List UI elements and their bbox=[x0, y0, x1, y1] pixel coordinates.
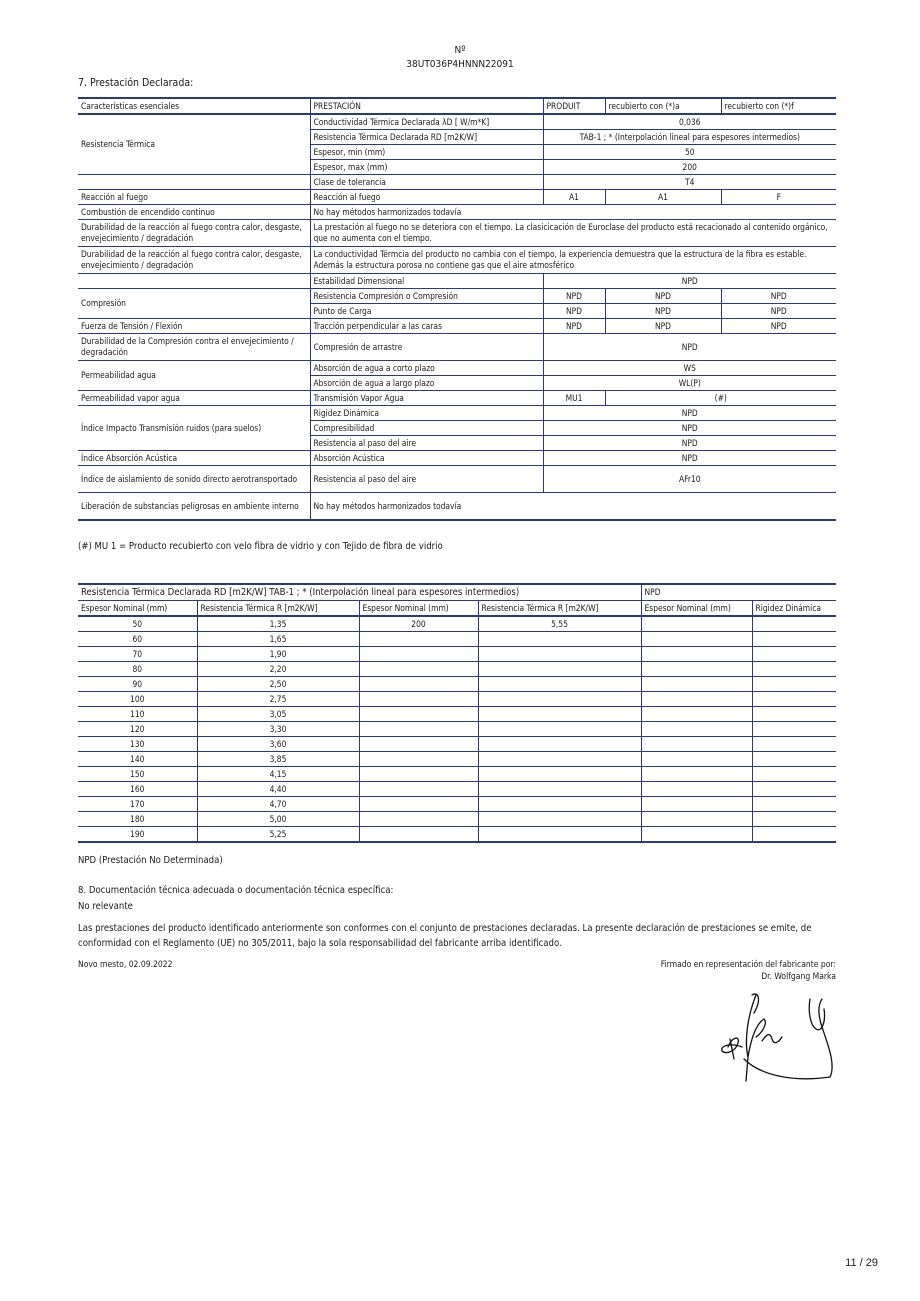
thickness-cell bbox=[641, 692, 752, 707]
thickness-cell: 180 bbox=[78, 812, 197, 827]
thickness-cell bbox=[641, 752, 752, 767]
stiffness-cell bbox=[752, 616, 836, 632]
table-row bbox=[78, 190, 836, 205]
resistance-cell: 1,35 bbox=[197, 616, 359, 632]
stiffness-cell bbox=[752, 677, 836, 692]
prop-cell: Absorción Acústica bbox=[310, 451, 543, 466]
header-performance: PRESTACIÓN bbox=[310, 98, 543, 114]
value-cell: NPD bbox=[543, 436, 836, 451]
stiffness-cell bbox=[752, 737, 836, 752]
value-cell: NPD bbox=[543, 421, 836, 436]
value-cell: NPD bbox=[543, 406, 836, 421]
thickness-cell bbox=[641, 677, 752, 692]
thickness-cell bbox=[641, 707, 752, 722]
char-cell: Permeabilidad vapor agua bbox=[78, 391, 310, 406]
page-number: 11 / 29 bbox=[845, 1257, 878, 1269]
mu1-footnote: (#) MU 1 = Producto recubierto con velo fibra de vidrio y con Tejido de fibra de vidrio bbox=[78, 541, 443, 552]
tab1-title: Resistencia Térmica Declarada RD [m2K/W] TAB-1 ; * (Interpolación lineal para espesores intermedios) bbox=[78, 584, 641, 601]
char-cell: Durabilidad de la Compresión contra el envejecimiento / degradación bbox=[78, 334, 310, 361]
value-cell: No hay métodos harmonizados todavía bbox=[310, 205, 836, 220]
thickness-cell bbox=[641, 632, 752, 647]
thickness-cell: 100 bbox=[78, 692, 197, 707]
table-row bbox=[78, 737, 836, 752]
thickness-cell: 200 bbox=[359, 616, 478, 632]
value-cell: T4 bbox=[543, 175, 836, 190]
resistance-cell bbox=[478, 812, 641, 827]
coated-f-cell: NPD bbox=[721, 319, 836, 334]
resistance-cell bbox=[478, 752, 641, 767]
resistance-cell: 3,30 bbox=[197, 722, 359, 737]
header-coated-a: recubierto con (*)a bbox=[605, 98, 721, 114]
thickness-cell: 60 bbox=[78, 632, 197, 647]
table-row bbox=[78, 827, 836, 843]
table-row bbox=[78, 247, 836, 274]
resistance-cell bbox=[478, 737, 641, 752]
value-cell: 200 bbox=[543, 160, 836, 175]
resistance-cell bbox=[478, 827, 641, 843]
table-row bbox=[78, 361, 836, 376]
stiffness-cell bbox=[752, 632, 836, 647]
thickness-cell bbox=[641, 722, 752, 737]
signed-by-label: Firmado en representación del fabricante por: bbox=[660, 960, 836, 970]
thickness-cell: 150 bbox=[78, 767, 197, 782]
prop-cell: Compresión de arrastre bbox=[310, 334, 543, 361]
table-row bbox=[78, 722, 836, 737]
doc-number-label: Nº bbox=[454, 45, 466, 56]
table-row bbox=[78, 289, 836, 304]
resistance-cell bbox=[478, 782, 641, 797]
doc-number: 38UT036P4HNNN22091 bbox=[406, 59, 514, 70]
header-resistance-2: Resistencia Térmica R [m2K/W] bbox=[478, 601, 641, 617]
declaration-paragraph: Las prestaciones del producto identificado anteriormente son conformes con el conjunto de prestaciones declaradas. La presente declaración de prestaciones se emite, de conformidad con el Reglamento (UE) no 305/2011, bajo la sola responsabilidad del fabricante arriba identificado. bbox=[78, 923, 812, 949]
resistance-cell bbox=[478, 692, 641, 707]
prop-cell: Transmisión Vapor Agua bbox=[310, 391, 543, 406]
resistance-cell: 5,00 bbox=[197, 812, 359, 827]
value-cell: La conductividad Térmcia del producto no cambia con el tiempo, la experiencia demuestra que la estructura de la fibra es estable. Además la estructura porosa no contiene gas que el aire atmosférico bbox=[310, 247, 836, 274]
table-row bbox=[78, 175, 836, 190]
prop-cell: Compresibilidad bbox=[310, 421, 543, 436]
prop-cell: Resistencia al paso del aire bbox=[310, 466, 543, 493]
thickness-cell bbox=[359, 722, 478, 737]
thickness-cell: 80 bbox=[78, 662, 197, 677]
thickness-cell bbox=[641, 812, 752, 827]
thickness-cell bbox=[359, 827, 478, 843]
resistance-cell: 1,90 bbox=[197, 647, 359, 662]
table-row bbox=[78, 767, 836, 782]
value-cell: NPD bbox=[543, 451, 836, 466]
thickness-cell: 70 bbox=[78, 647, 197, 662]
char-impact-noise: Índice Impacto Transmisión ruidos (para suelos) bbox=[78, 406, 310, 451]
prop-cell: Punto de Carga bbox=[310, 304, 543, 319]
prop-cell: Resistencia Compresión o Compresión bbox=[310, 289, 543, 304]
thickness-cell bbox=[641, 797, 752, 812]
place-date: Novo mesto, 02.09.2022 bbox=[78, 960, 173, 970]
resistance-cell bbox=[478, 797, 641, 812]
char-cell bbox=[78, 274, 310, 289]
resistance-cell: 2,50 bbox=[197, 677, 359, 692]
prop-cell: Tracción perpendicular a las caras bbox=[310, 319, 543, 334]
header-dynamic-stiffness: Rigidez Dinámica bbox=[752, 601, 836, 617]
produit-cell: A1 bbox=[543, 190, 605, 205]
char-cell: Durabilidad de la reacción al fuego contra calor, desgaste, envejecimiento / degradación bbox=[78, 247, 310, 274]
value-cell: 0,036 bbox=[543, 114, 836, 130]
resistance-cell: 3,05 bbox=[197, 707, 359, 722]
char-water-permeability: Permeabilidad agua bbox=[78, 361, 310, 391]
thickness-cell bbox=[359, 812, 478, 827]
char-cell: Liberación de substancias peligrosas en ambiente interno bbox=[78, 493, 310, 521]
prop-cell: Rigidez Dinámica bbox=[310, 406, 543, 421]
resistance-cell bbox=[478, 767, 641, 782]
table-row bbox=[78, 334, 836, 361]
resistance-cell bbox=[478, 662, 641, 677]
coated-f-cell: NPD bbox=[721, 289, 836, 304]
tab1-title-row bbox=[78, 584, 836, 601]
thickness-cell bbox=[359, 707, 478, 722]
declared-performance-table bbox=[78, 97, 836, 521]
char-cell: Índice de aislamiento de sonido directo aerotransportado bbox=[78, 466, 310, 493]
thickness-cell: 140 bbox=[78, 752, 197, 767]
header-coated-f: recubierto con (*)f bbox=[721, 98, 836, 114]
stiffness-cell bbox=[752, 692, 836, 707]
resistance-cell bbox=[478, 632, 641, 647]
table-row bbox=[78, 406, 836, 421]
header-thickness-3: Espesor Nominal (mm) bbox=[641, 601, 752, 617]
thickness-cell: 50 bbox=[78, 616, 197, 632]
header-characteristics: Características esenciales bbox=[78, 98, 310, 114]
value-cell: No hay métodos harmonizados todavía bbox=[310, 493, 836, 521]
header-thickness-1: Espesor Nominal (mm) bbox=[78, 601, 197, 617]
coated-a-cell: A1 bbox=[605, 190, 721, 205]
prop-cell: Espesor, min (mm) bbox=[310, 145, 543, 160]
produit-cell: NPD bbox=[543, 304, 605, 319]
produit-cell: NPD bbox=[543, 289, 605, 304]
table-row bbox=[78, 274, 836, 289]
signer-name: Dr. Wolfgang Marka bbox=[761, 972, 836, 982]
char-cell: Combustión de encendido continuo bbox=[78, 205, 310, 220]
stiffness-cell bbox=[752, 827, 836, 843]
resistance-cell bbox=[478, 722, 641, 737]
thickness-cell bbox=[359, 752, 478, 767]
thickness-cell bbox=[359, 647, 478, 662]
table-row bbox=[78, 114, 836, 130]
char-cell: Durabilidad de la reacción al fuego contra calor, desgaste, envejecimiento / degradación bbox=[78, 220, 310, 247]
header-thickness-2: Espesor Nominal (mm) bbox=[359, 601, 478, 617]
table-row bbox=[78, 319, 836, 334]
table-row bbox=[78, 205, 836, 220]
tab1-header-row bbox=[78, 601, 836, 617]
thickness-cell: 190 bbox=[78, 827, 197, 843]
thickness-cell bbox=[641, 767, 752, 782]
stiffness-cell bbox=[752, 812, 836, 827]
prop-cell: Conductividad Térmica Declarada λD [ W/m*K] bbox=[310, 114, 543, 130]
char-cell bbox=[78, 175, 310, 190]
header-produit: PRODUIT bbox=[543, 98, 605, 114]
value-cell: WS bbox=[543, 361, 836, 376]
resistance-cell: 5,55 bbox=[478, 616, 641, 632]
thickness-cell bbox=[359, 677, 478, 692]
thickness-cell bbox=[641, 616, 752, 632]
table-row bbox=[78, 451, 836, 466]
produit-cell: NPD bbox=[543, 319, 605, 334]
table-row bbox=[78, 662, 836, 677]
section-7-title: 7. Prestación Declarada: bbox=[78, 77, 194, 89]
table-row bbox=[78, 493, 836, 521]
table-row bbox=[78, 391, 836, 406]
stiffness-cell bbox=[752, 752, 836, 767]
table-row bbox=[78, 616, 836, 632]
resistance-cell: 3,60 bbox=[197, 737, 359, 752]
thickness-cell: 170 bbox=[78, 797, 197, 812]
value-cell: AFr10 bbox=[543, 466, 836, 493]
value-cell: (#) bbox=[605, 391, 836, 406]
resistance-cell bbox=[478, 677, 641, 692]
resistance-cell bbox=[478, 707, 641, 722]
prop-cell: Resistencia al paso del aire bbox=[310, 436, 543, 451]
value-cell: WL(P) bbox=[543, 376, 836, 391]
resistance-cell: 5,25 bbox=[197, 827, 359, 843]
thickness-cell: 110 bbox=[78, 707, 197, 722]
thickness-cell bbox=[641, 782, 752, 797]
coated-f-cell: F bbox=[721, 190, 836, 205]
table-row bbox=[78, 466, 836, 493]
table-row bbox=[78, 797, 836, 812]
stiffness-cell bbox=[752, 647, 836, 662]
thickness-cell: 120 bbox=[78, 722, 197, 737]
table-row bbox=[78, 782, 836, 797]
value-cell: TAB-1 ; * (Interpolación lineal para espesores intermedios) bbox=[543, 130, 836, 145]
char-cell: Reacción al fuego bbox=[78, 190, 310, 205]
thickness-cell bbox=[641, 662, 752, 677]
resistance-cell bbox=[478, 647, 641, 662]
char-cell: Fuerza de Tensión / Flexión bbox=[78, 319, 310, 334]
npd-title: NPD bbox=[641, 584, 836, 601]
thickness-cell bbox=[641, 827, 752, 843]
coated-f-cell: NPD bbox=[721, 304, 836, 319]
thickness-cell bbox=[359, 767, 478, 782]
thickness-cell: 160 bbox=[78, 782, 197, 797]
char-thermal-resistance: Resistencia Térmica bbox=[78, 114, 310, 175]
resistance-cell: 4,70 bbox=[197, 797, 359, 812]
prop-cell: Absorción de agua a corto plazo bbox=[310, 361, 543, 376]
prop-cell: Estabilidad Dimensional bbox=[310, 274, 543, 289]
stiffness-cell bbox=[752, 662, 836, 677]
table-row bbox=[78, 752, 836, 767]
table-header-row bbox=[78, 98, 836, 114]
stiffness-cell bbox=[752, 797, 836, 812]
thickness-cell bbox=[359, 692, 478, 707]
resistance-cell: 1,65 bbox=[197, 632, 359, 647]
thickness-cell bbox=[359, 737, 478, 752]
stiffness-cell bbox=[752, 707, 836, 722]
thickness-cell bbox=[359, 632, 478, 647]
header-resistance-1: Resistencia Térmica R [m2K/W] bbox=[197, 601, 359, 617]
thickness-cell bbox=[359, 662, 478, 677]
coated-a-cell: NPD bbox=[605, 304, 721, 319]
table-row bbox=[78, 220, 836, 247]
thickness-cell: 130 bbox=[78, 737, 197, 752]
prop-cell: Resistencia Térmica Declarada RD [m2K/W] bbox=[310, 130, 543, 145]
prop-cell: Espesor, max (mm) bbox=[310, 160, 543, 175]
coated-a-cell: NPD bbox=[605, 289, 721, 304]
resistance-cell: 3,85 bbox=[197, 752, 359, 767]
char-cell: Índice Absorción Acústica bbox=[78, 451, 310, 466]
resistance-cell: 2,75 bbox=[197, 692, 359, 707]
stiffness-cell bbox=[752, 782, 836, 797]
resistance-cell: 4,15 bbox=[197, 767, 359, 782]
prop-cell: Reacción al fuego bbox=[310, 190, 543, 205]
value-cell: NPD bbox=[543, 274, 836, 289]
resistance-cell: 2,20 bbox=[197, 662, 359, 677]
coated-a-cell: NPD bbox=[605, 319, 721, 334]
thermal-resistance-table bbox=[78, 583, 836, 843]
table-row bbox=[78, 632, 836, 647]
produit-cell: MU1 bbox=[543, 391, 605, 406]
thickness-cell: 90 bbox=[78, 677, 197, 692]
prop-cell: Absorción de agua a largo plazo bbox=[310, 376, 543, 391]
section-8-value: No relevante bbox=[78, 901, 133, 912]
table-row bbox=[78, 647, 836, 662]
value-cell: 50 bbox=[543, 145, 836, 160]
table-row bbox=[78, 677, 836, 692]
signature-image bbox=[718, 985, 843, 1085]
resistance-cell: 4,40 bbox=[197, 782, 359, 797]
section-8-title: 8. Documentación técnica adecuada o documentación técnica específica: bbox=[78, 885, 394, 896]
value-cell: La prestación al fuego no se deteriora con el tiempo. La clasicicación de Euroclase del producto está recacionado al contenido orgánico, que no aumenta con el tiempo. bbox=[310, 220, 836, 247]
prop-cell: Clase de tolerancia bbox=[310, 175, 543, 190]
table-row bbox=[78, 692, 836, 707]
stiffness-cell bbox=[752, 767, 836, 782]
thickness-cell bbox=[641, 647, 752, 662]
char-compression: Compresión bbox=[78, 289, 310, 319]
npd-note: NPD (Prestación No Determinada) bbox=[78, 855, 223, 866]
table-row bbox=[78, 707, 836, 722]
table-row bbox=[78, 812, 836, 827]
stiffness-cell bbox=[752, 722, 836, 737]
thickness-cell bbox=[359, 782, 478, 797]
thickness-cell bbox=[641, 737, 752, 752]
thickness-cell bbox=[359, 797, 478, 812]
value-cell: NPD bbox=[543, 334, 836, 361]
